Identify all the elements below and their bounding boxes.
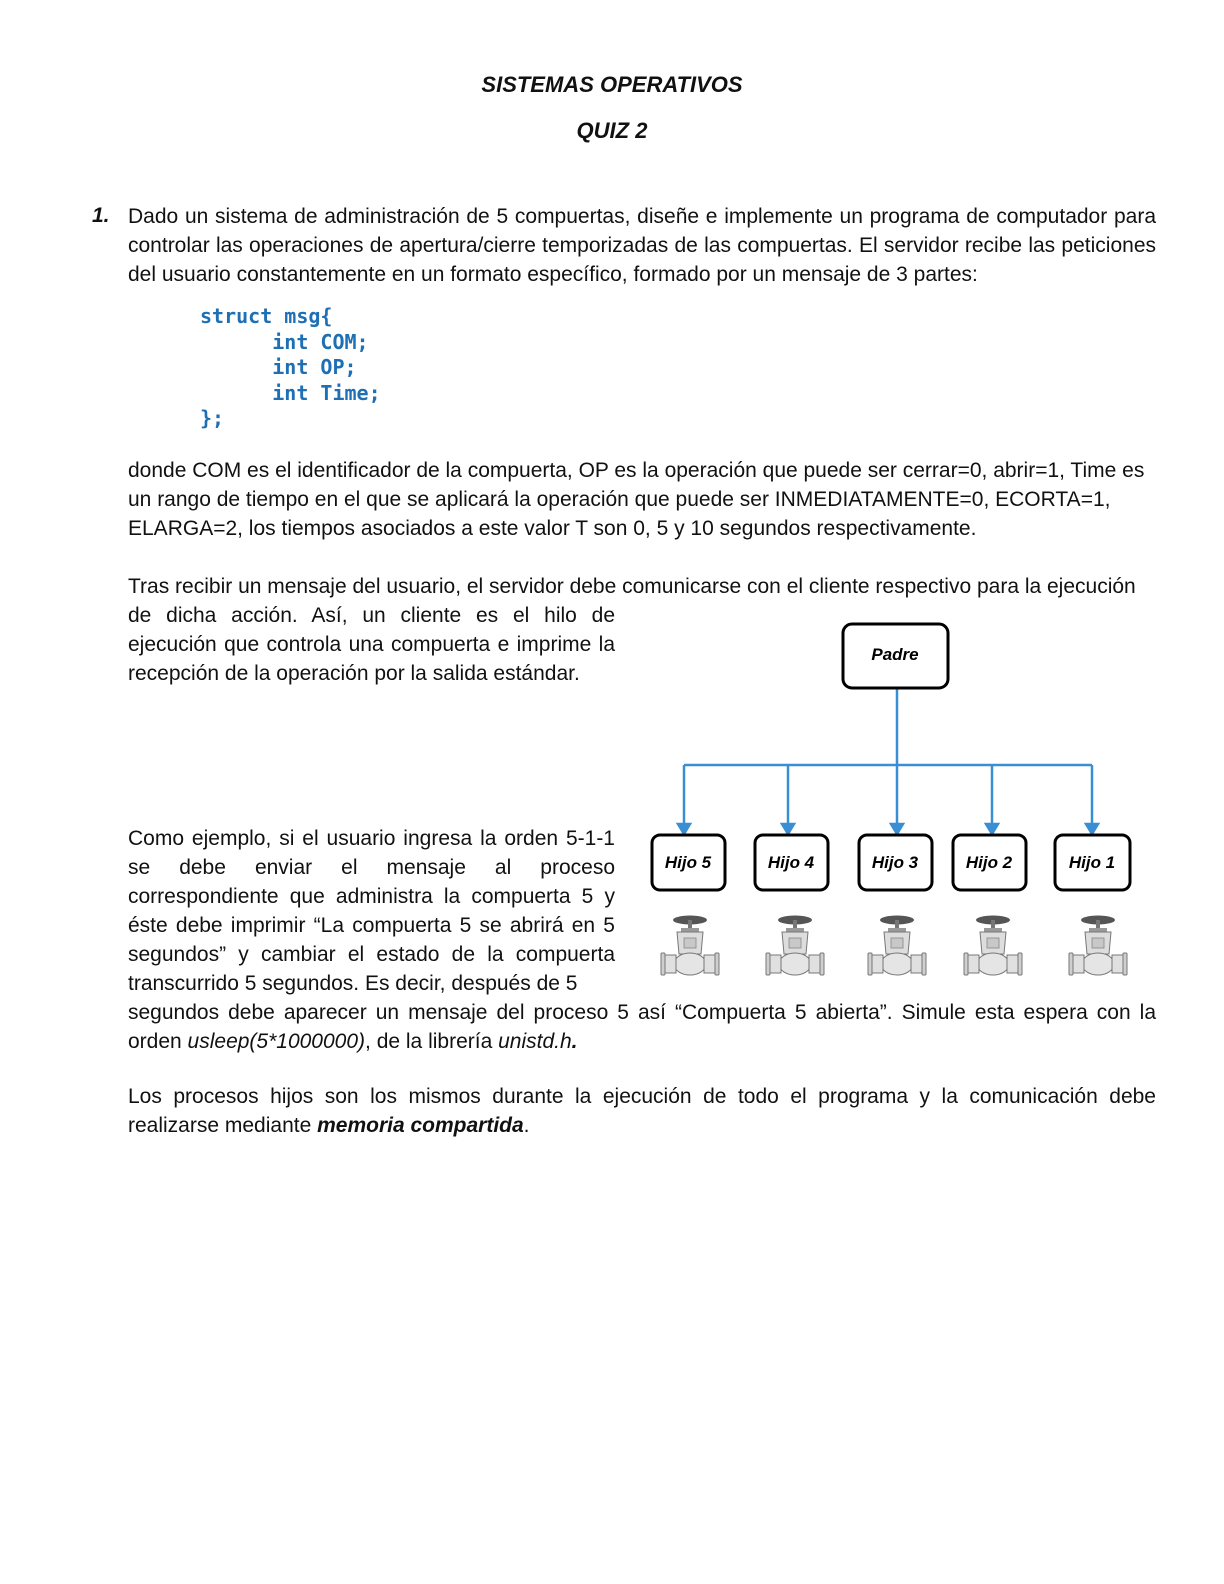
definition-paragraph: donde COM es el identificador de la compuerta, OP es la operación que puede ser cerrar=0, abrir=1, Time es un rango de tiempo en el que se aplicará la operación que puede ser INMEDIATAMENTE=0, ECORTA=1, ELARGA=2, los tiempos asociados a este valor T son 0, 5 y 10 segundos respectivamente. — [128, 459, 1145, 540]
valve-icon — [661, 916, 719, 976]
child-node-hijo-2 — [953, 835, 1026, 890]
example-text: segundos debe aparecer un mensaje del proceso 5 así “Compuerta 5 abierta”. Simule esta espera con la orden — [128, 1001, 1156, 1053]
child-label: Hijo 1 — [1068, 853, 1116, 872]
shared-memory-text: Los procesos hijos son los mismos durante la ejecución de todo el programa y la comunicación debe realizarse mediante — [128, 1085, 1156, 1137]
child-arrows — [678, 765, 1098, 834]
parent-node — [843, 624, 948, 688]
child-label: Hijo 2 — [965, 853, 1013, 872]
child-node-hijo-4 — [755, 835, 828, 890]
library-name: unistd.h — [498, 1030, 572, 1053]
example-end-dot: . — [571, 1030, 578, 1053]
usleep-call: usleep(5*1000000) — [187, 1030, 366, 1053]
struct-code-block: struct msg{ int COM; int OP; int Time; }; — [200, 304, 381, 430]
client-paragraph-line1: Tras recibir un mensaje del usuario, el servidor debe comunicarse con el cliente respectivo para la ejecución — [128, 575, 1136, 598]
process-tree-diagram — [640, 612, 1150, 992]
example-mid-text: , de la librería — [365, 1030, 499, 1053]
page-title: SISTEMAS OPERATIVOS — [481, 72, 743, 97]
parent-label: Padre — [871, 645, 919, 664]
child-label: Hijo 5 — [664, 853, 712, 872]
valve-icon — [1069, 916, 1127, 976]
page-subtitle: QUIZ 2 — [576, 118, 648, 143]
shared-memory-paragraph — [128, 1082, 1156, 1140]
client-paragraph-rest: de dicha acción. Así, un cliente es el hilo de ejecución que controla una compuerta e imprime la recepción de la operación por la salida estándar. — [128, 604, 615, 685]
shared-memory-end: . — [523, 1114, 530, 1137]
shared-memory-emphasis: memoria compartida — [317, 1114, 524, 1137]
valve-icon — [964, 916, 1022, 976]
child-label: Hijo 3 — [871, 853, 919, 872]
child-node-hijo-5 — [652, 835, 725, 890]
child-node-hijo-1 — [1055, 835, 1130, 890]
child-node-hijo-3 — [859, 835, 932, 890]
valve-icon — [766, 916, 824, 976]
child-label: Hijo 4 — [767, 853, 815, 872]
example-paragraph-narrow: Como ejemplo, si el usuario ingresa la orden 5-1-1 se debe enviar el mensaje al proceso correspondiente que administra la compuerta 5 y éste debe imprimir “La compuerta 5 se abrirá en 5 segundos” y cambiar el estado de la compuerta transcurrido 5 segundos. Es decir, después de 5 — [128, 827, 615, 995]
question-intro: Dado un sistema de administración de 5 compuertas, diseñe e implemente un programa de computador para controlar las operaciones de apertura/cierre temporizadas de las compuertas. El servidor recibe las peticiones del usuario constantemente en un formato específico, formado por un mensaje de 3 partes: — [128, 205, 1156, 286]
connector-lines — [684, 688, 1092, 765]
valve-icon — [868, 916, 926, 976]
example-paragraph-wide — [128, 1001, 1156, 1053]
question-number: 1. — [92, 204, 110, 227]
